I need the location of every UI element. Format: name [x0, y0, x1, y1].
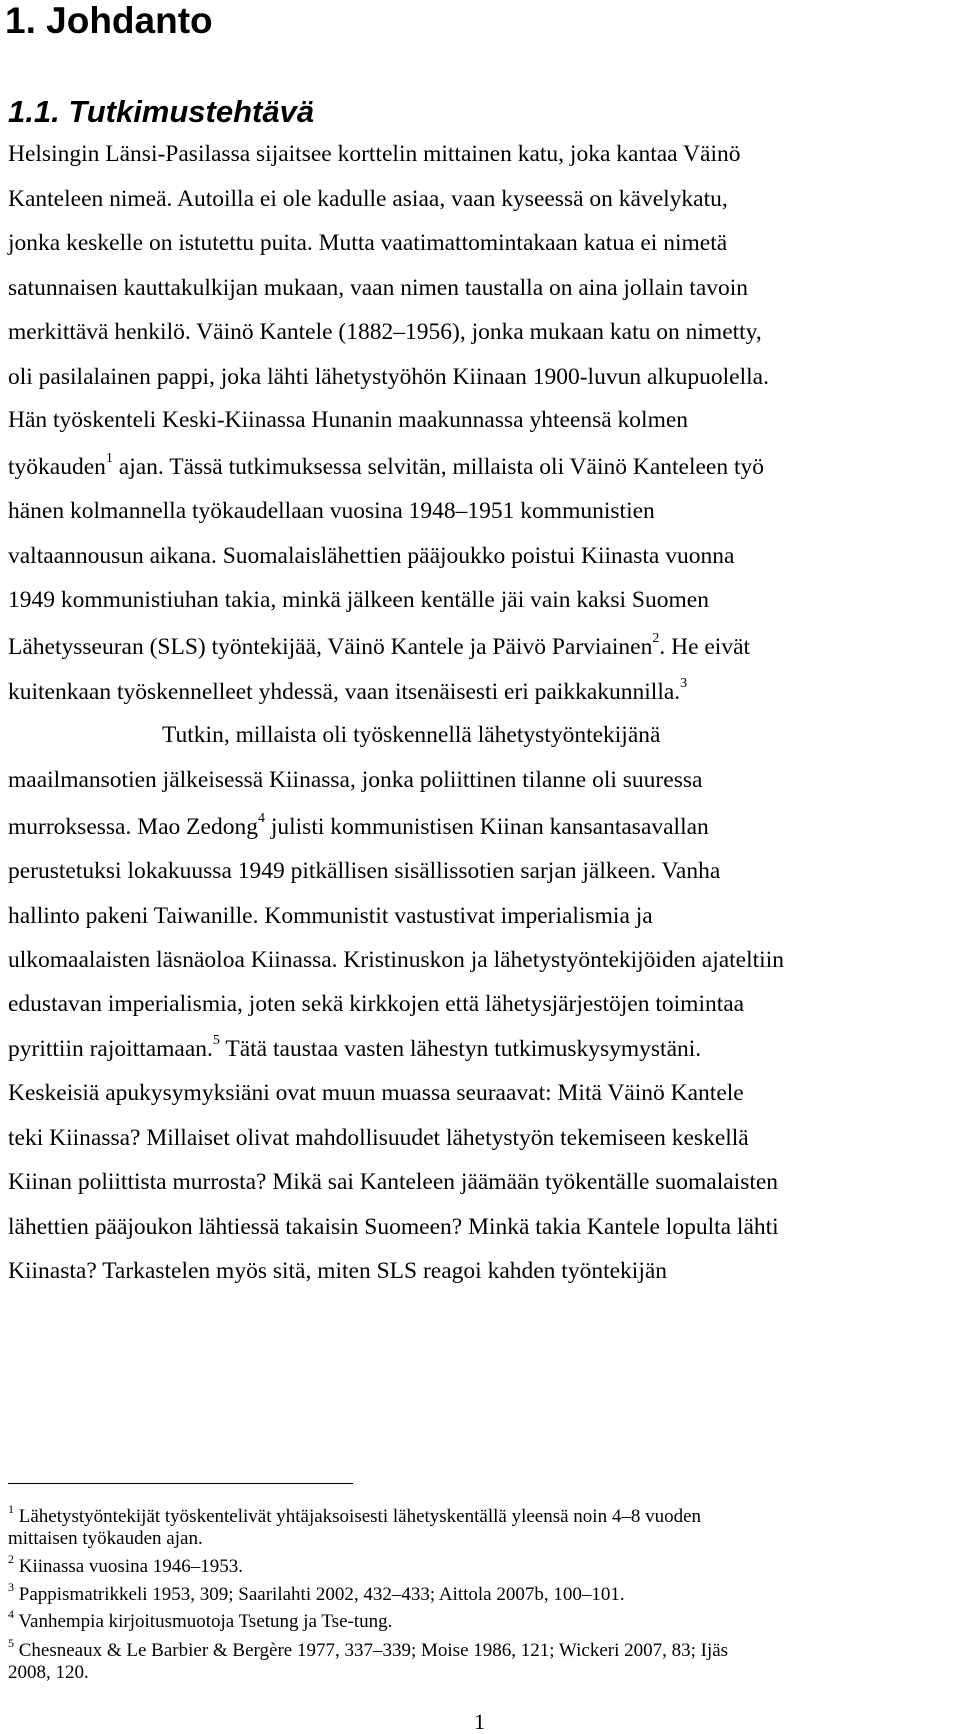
body-line-text: Lähetysseuran (SLS) työntekijää, Väinö Kantele ja Päivö Parviainen — [8, 634, 653, 660]
footnote-text: Chesneaux & Le Barbier & Bergère 1977, 337–339; Moise 1986, 121; Wickeri 2007, 83; Ijäs — [14, 1640, 729, 1661]
body-line-text: Kiinan poliittista murrosta? Mikä sai Kanteleen jäämään työkentälle suomalaisten — [8, 1169, 779, 1195]
footnote-separator — [8, 1483, 353, 1484]
body-line-text: maailmansotien jälkeisessä Kiinassa, jonka poliittinen tilanne oli suuressa — [8, 767, 703, 793]
body-line-text-after: ajan. Tässä tutkimuksessa selvitän, millaista oli Väinö Kanteleen työ — [112, 454, 765, 480]
body-line-text: 1949 kommunistiuhan takia, minkä jälkeen kentälle jäi vain kaksi Suomen — [8, 587, 709, 613]
body-line — [8, 812, 709, 842]
body-line — [8, 1167, 778, 1197]
body-line — [8, 496, 655, 526]
body-line — [8, 184, 728, 214]
body-line — [8, 317, 762, 347]
body-line-text: Kiinasta? Tarkastelen myös sitä, miten SLS reagoi kahden työntekijän — [8, 1258, 668, 1284]
body-line — [8, 585, 709, 615]
footnote-marker: 5 — [212, 1033, 220, 1048]
footnote — [8, 1662, 89, 1684]
body-line — [8, 452, 764, 482]
body-line-text: hänen kolmannella työkaudellaan vuosina 1948–1951 kommunistien — [8, 498, 655, 524]
body-line — [8, 945, 784, 975]
body-line-text: merkittävä henkilö. Väinö Kantele (1882–1956), jonka mukaan katu on nimetty, — [8, 319, 762, 345]
body-line — [8, 901, 653, 931]
body-line-text: ulkomaalaisten läsnäoloa Kiinassa. Kristinuskon ja lähetystyöntekijöiden ajateltiin — [8, 947, 784, 973]
footnote-text: Kiinassa vuosina 1946–1953. — [14, 1556, 244, 1577]
body-line-text: teki Kiinassa? Millaiset olivat mahdollisuudet lähetystyön tekemiseen keskellä — [8, 1125, 749, 1151]
body-line — [8, 856, 720, 886]
body-line-text: perustetuksi lokakuussa 1949 pitkällisen sisällissotien sarjan jälkeen. Vanha — [8, 858, 721, 884]
footnote-text: Pappismatrikkeli 1953, 309; Saarilahti 2002, 432–433; Aittola 2007b, 100–101. — [14, 1584, 625, 1605]
chapter-heading: 1. Johdanto — [5, 0, 213, 41]
footnote-number: 5 — [8, 1636, 14, 1650]
body-line-text: valtaannousun aikana. Suomalaislähettien pääjoukko poistui Kiinasta vuonna — [8, 543, 735, 569]
footnote-number: 1 — [8, 1502, 14, 1516]
footnote — [8, 1607, 393, 1633]
body-line-text-after: Tätä taustaa vasten lähestyn tutkimuskysymystäni. — [219, 1036, 702, 1062]
body-line-text: Kanteleen nimeä. Autoilla ei ole kadulle asiaa, vaan kyseessä on kävelykatu, — [8, 186, 728, 212]
body-line — [8, 541, 734, 571]
footnote-text: mittaisen työkauden ajan. — [8, 1528, 203, 1549]
body-line-text: oli pasilalainen pappi, joka lähti lähetystyöhön Kiinaan 1900-luvun alkupuolella. — [8, 364, 769, 390]
body-line — [8, 1256, 667, 1286]
body-line — [8, 405, 688, 435]
body-line-text: satunnaisen kauttakulkijan mukaan, vaan nimen taustalla on aina jollain tavoin — [8, 275, 749, 301]
footnote-marker: 2 — [652, 631, 660, 646]
body-line-text: hallinto pakeni Taiwanille. Kommunistit vastustivat imperialismia ja — [8, 903, 653, 929]
body-line — [8, 1034, 701, 1064]
body-line-text: murroksessa. Mao Zedong — [8, 814, 258, 840]
body-line-text: lähettien pääjoukon lähtiessä takaisin Suomeen? Minkä takia Kantele lopulta lähti — [8, 1214, 779, 1240]
footnote — [8, 1552, 244, 1578]
page-number: 1 — [474, 1709, 485, 1734]
body-line — [8, 1212, 779, 1242]
body-line — [162, 720, 660, 750]
footnote-number: 4 — [8, 1607, 14, 1621]
footnote-number: 2 — [8, 1552, 14, 1566]
footnote — [8, 1502, 702, 1528]
body-line — [8, 632, 750, 662]
body-line-text: jonka keskelle on istutettu puita. Mutta vaatimattomintakaan katua ei nimetä — [8, 230, 728, 256]
footnote — [8, 1580, 625, 1606]
body-line — [8, 273, 748, 303]
footnote-text: 2008, 120. — [8, 1662, 89, 1683]
body-line — [8, 765, 702, 795]
footnote — [8, 1528, 203, 1550]
body-line-text: Hän työskenteli Keski-Kiinassa Hunanin maakunnassa yhteensä kolmen — [8, 407, 689, 433]
body-line — [8, 139, 740, 169]
body-line — [8, 228, 727, 258]
section-heading: 1.1. Tutkimustehtävä — [8, 94, 315, 129]
body-line-text-after: . He eivät — [659, 634, 751, 660]
body-line-text: kuitenkaan työskennelleet yhdessä, vaan itsenäisesti eri paikkakunnilla. — [8, 679, 681, 705]
body-line — [8, 1078, 744, 1108]
footnote-marker: 3 — [680, 676, 688, 691]
body-line-text: edustavan imperialismia, joten sekä kirkkojen että lähetysjärjestöjen toimintaa — [8, 991, 745, 1017]
footnote-marker: 4 — [257, 811, 265, 826]
footnote-marker: 1 — [105, 451, 113, 466]
body-line — [8, 989, 744, 1019]
body-line-text: Tutkin, millaista oli työskennellä lähetystyöntekijänä — [162, 722, 661, 748]
body-line — [8, 677, 687, 707]
body-line-text-after: julisti kommunistisen Kiinan kansantasavallan — [264, 814, 709, 840]
body-line-text: pyrittiin rajoittamaan. — [8, 1036, 213, 1062]
footnote-number: 3 — [8, 1580, 14, 1594]
body-line — [8, 1123, 749, 1153]
footnote — [8, 1636, 729, 1662]
body-line-text: Helsingin Länsi-Pasilassa sijaitsee korttelin mittainen katu, joka kantaa Väinö — [8, 141, 741, 167]
body-line — [8, 362, 769, 392]
footnote-text: Lähetystyöntekijät työskentelivät yhtäjaksoisesti lähetyskentällä yleensä noin 4–8 vuoden — [14, 1506, 702, 1527]
body-line-text: Keskeisiä apukysymyksiäni ovat muun muassa seuraavat: Mitä Väinö Kantele — [8, 1080, 744, 1106]
body-line-text: työkauden — [8, 454, 106, 480]
footnote-text: Vanhempia kirjoitusmuotoja Tsetung ja Tse-tung. — [14, 1611, 393, 1632]
